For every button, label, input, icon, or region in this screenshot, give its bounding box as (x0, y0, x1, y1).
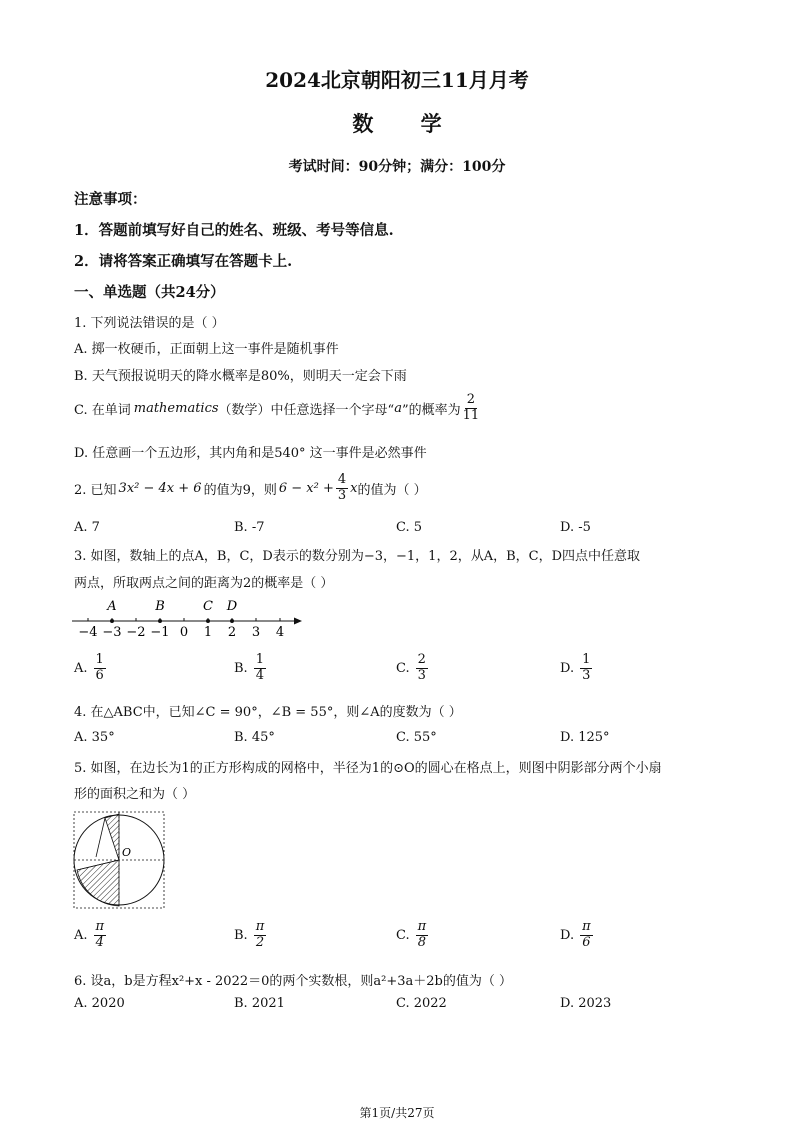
numerator: 1 (95, 652, 104, 667)
option-label: C. (396, 660, 410, 676)
numerator: π (95, 919, 105, 934)
q6-option-d: D. 2023 (560, 996, 612, 1011)
option-label: A. (74, 927, 88, 943)
point-label-a: A (107, 599, 117, 614)
q4-option-d: D. 125° (560, 730, 610, 745)
q5-stem-line2: 形的面积之和为（ ） (74, 787, 196, 802)
q4-option-a: A. 35° (74, 730, 115, 745)
q1-option-a: A. 掷一枚硬币，正面朝上这一事件是随机事件 (74, 342, 339, 357)
option-fraction (254, 920, 267, 951)
denominator: 3 (417, 667, 426, 683)
page-title: 2024北京朝阳初三11月月考 (265, 68, 529, 92)
q6-option-c: C. 2022 (396, 996, 447, 1011)
q3-stem-line2: 两点，所取两点之间的距离为2的概率是（ ） (74, 576, 334, 591)
option-fraction (416, 653, 428, 684)
q5-option-c (396, 920, 428, 951)
denominator: 4 (255, 667, 264, 683)
q3-stem-line1: 3. 如图，数轴上的点A，B，C，D表示的数分别为−3，−1，1，2，从A，B，C，D四点中任意取 (74, 549, 641, 564)
q2-numerator: 4 (337, 472, 347, 487)
q2-denominator: 3 (337, 487, 347, 503)
numerator: 2 (417, 652, 426, 667)
denominator: 4 (95, 934, 104, 950)
denominator: 6 (582, 934, 591, 950)
q2-expr1: 3x² − 4x + 6 (118, 480, 202, 496)
shaded-sector-lower (77, 860, 119, 906)
tick-label: 2 (227, 625, 237, 640)
option-label: D. (560, 660, 575, 676)
point-b (158, 619, 162, 623)
q4-option-c: C. 55° (396, 730, 437, 745)
tick-label: 4 (275, 625, 285, 640)
q1-option-b: B. 天气预报说明天的降水概率是80%，则明天一定会下雨 (74, 369, 407, 384)
q3-option-b (234, 653, 266, 684)
tick-label: −1 (150, 625, 170, 640)
number-line-figure (70, 595, 310, 640)
q1-c-prefix: C. 在单词 (74, 402, 131, 418)
q3-option-c (396, 653, 428, 684)
q1-c-word: mathematics (133, 400, 219, 416)
numerator: π (255, 919, 265, 934)
notes-item-2: 2．请将答案正确填写在答题卡上. (74, 253, 293, 270)
q6-option-b: B. 2021 (234, 996, 285, 1011)
q2-mid: 的值为9，则 (203, 482, 277, 498)
q6-option-a: A. 2020 (74, 996, 125, 1011)
q4-option-b: B. 45° (234, 730, 275, 745)
q2-fraction (336, 473, 348, 504)
section-heading: 一、单选题（共24分） (74, 284, 225, 301)
q3-option-d (560, 653, 592, 684)
subject-char-1: 数 (352, 111, 374, 136)
option-label: D. (560, 927, 575, 943)
option-fraction (94, 653, 106, 684)
numerator: 1 (255, 652, 264, 667)
q1-c-denominator: 11 (462, 407, 480, 423)
q2-suffix: 的值为（ ） (357, 482, 427, 498)
q1-c-mid: （数学）中任意选择一个字母“ (218, 402, 395, 418)
circle-grid-figure (72, 810, 168, 910)
subject-title (0, 108, 794, 138)
denominator: 6 (95, 667, 104, 683)
denominator: 8 (417, 934, 427, 950)
q2-option-b: B. -7 (234, 520, 265, 535)
tick-label: −4 (78, 625, 98, 640)
q2-stem (74, 473, 427, 504)
shaded-sector-upper (105, 814, 119, 860)
option-label: B. (234, 660, 248, 676)
point-a (110, 619, 114, 623)
q2-option-c: C. 5 (396, 520, 423, 535)
q2-option-d: D. -5 (560, 520, 591, 535)
numerator: π (417, 919, 427, 934)
point-label-d: D (226, 599, 238, 614)
tick-label: −3 (102, 625, 122, 640)
point-c (206, 619, 210, 623)
option-fraction (580, 920, 593, 951)
q2-option-a: A. 7 (74, 520, 100, 535)
q5-option-b (234, 920, 266, 951)
option-label: B. (234, 927, 248, 943)
q2-expr2: 6 − x² + (278, 480, 334, 496)
q2-var: x (350, 480, 358, 496)
exam-time-info: 考试时间：90分钟；满分：100分 (288, 159, 506, 175)
option-label: A. (74, 660, 88, 676)
chord-line (96, 818, 105, 857)
q1-c-letter: a (394, 400, 402, 416)
notes-heading: 注意事项： (74, 191, 147, 208)
numerator: π (582, 919, 591, 934)
tick-label: 0 (179, 625, 189, 640)
denominator: 2 (255, 934, 265, 950)
option-label: C. (396, 927, 410, 943)
point-label-b: B (155, 599, 165, 614)
number-line-arrow (294, 618, 302, 625)
option-fraction (580, 653, 592, 684)
q1-c-numerator: 2 (466, 392, 476, 407)
tick-label: −2 (126, 625, 146, 640)
q2-prefix: 2. 已知 (74, 482, 117, 498)
notes-item-1: 1．答题前填写好自己的姓名、班级、考号等信息. (74, 222, 394, 239)
tick-label: 1 (203, 625, 213, 640)
tick-label: 3 (251, 625, 261, 640)
point-d (230, 619, 234, 623)
subject-char-2: 学 (420, 111, 442, 136)
q1-option-d: D. 任意画一个五边形，其内角和是540° 这一事件是必然事件 (74, 446, 427, 461)
q1-c-fraction (461, 393, 482, 424)
q5-option-d (560, 920, 593, 951)
center-label-o: O (122, 846, 132, 859)
page-footer: 第1页/共27页 (359, 1106, 435, 1120)
q3-option-a (74, 653, 106, 684)
option-fraction (254, 653, 266, 684)
q6-stem: 6. 设a，b是方程x²+x - 2022＝0的两个实数根，则a²+3a＋2b的值为（ ） (74, 974, 512, 989)
q1-option-c (74, 393, 481, 424)
q5-option-a (74, 920, 106, 951)
option-fraction (416, 920, 429, 951)
denominator: 3 (582, 667, 591, 683)
numerator: 1 (582, 652, 591, 667)
q5-stem-line1: 5. 如图，在边长为1的正方形构成的网格中，半径为1的⊙O的圆心在格点上，则图中阴影部分两个小扇 (74, 761, 662, 776)
q4-stem: 4. 在△ABC中，已知∠C = 90°，∠B = 55°，则∠A的度数为（ ） (74, 705, 462, 720)
option-fraction (94, 920, 107, 951)
q1-c-suffix: ”的概率为 (401, 402, 461, 418)
point-label-c: C (203, 599, 213, 614)
q1-stem: 1. 下列说法错误的是（ ） (74, 316, 225, 331)
